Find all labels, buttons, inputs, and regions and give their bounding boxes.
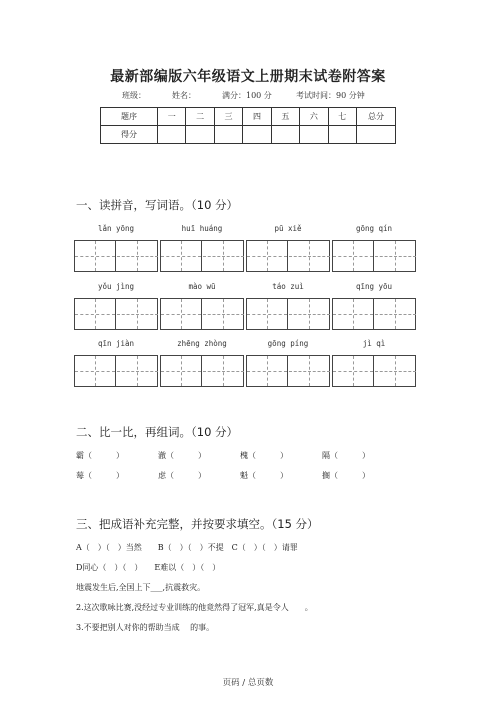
page-title: 最新部编版六年级语文上册期末试卷附答案	[110, 69, 386, 85]
compare-item: 槐（ ）	[240, 451, 288, 460]
writing-grid[interactable]	[160, 298, 244, 330]
writing-cell[interactable]	[117, 299, 158, 329]
score-cell[interactable]	[243, 126, 271, 144]
guide-line-vertical	[267, 299, 268, 329]
guide-line-vertical	[137, 299, 138, 329]
writing-cell[interactable]	[375, 299, 416, 329]
writing-grid[interactable]	[332, 355, 416, 387]
score-header-cell: 六	[300, 108, 328, 126]
writing-grid[interactable]	[74, 298, 158, 330]
pinyin-label: pū xiě	[274, 224, 302, 233]
question-line: 3.不要把别人对你的帮助当成 的事。	[76, 623, 215, 632]
guide-line-vertical	[223, 241, 224, 271]
score-cell[interactable]	[328, 126, 356, 144]
guide-line-vertical	[95, 299, 96, 329]
guide-line-vertical	[95, 241, 96, 271]
idiom-line: D同心（ ）（ ） E难以（ ）（ ）	[76, 563, 221, 572]
writing-cell[interactable]	[161, 356, 202, 386]
pinyin-label: gōng píng	[267, 339, 309, 348]
section-2-heading: 二、比一比，再组词。（10 分）	[76, 425, 239, 439]
writing-cell[interactable]	[375, 241, 416, 271]
pinyin-label: yǒu jìng	[97, 282, 135, 291]
guide-line-vertical	[353, 241, 354, 271]
writing-cell[interactable]	[117, 356, 158, 386]
writing-cell[interactable]	[289, 241, 330, 271]
score-header-cell: 题序	[101, 108, 158, 126]
writing-cell[interactable]	[375, 356, 416, 386]
pinyin-label: táo zuì	[272, 282, 304, 291]
guide-line-vertical	[137, 241, 138, 271]
score-cell[interactable]	[214, 126, 242, 144]
pinyin-label: jì qì	[362, 339, 386, 348]
pinyin-label: huī huáng	[181, 224, 223, 233]
pinyin-label: mào wū	[188, 282, 216, 291]
writing-grid[interactable]	[160, 240, 244, 272]
score-header-cell: 五	[271, 108, 299, 126]
name-label: 姓名：	[172, 91, 196, 100]
writing-grid[interactable]	[74, 240, 158, 272]
writing-cell[interactable]	[333, 356, 374, 386]
section-1-heading: 一、读拼音，写词语。（10 分）	[76, 198, 239, 212]
page-footer: 页码 / 总页数	[222, 678, 274, 688]
pinyin-label: qīng yōu	[355, 282, 393, 291]
score-header-cell: 七	[328, 108, 356, 126]
score-header-cell: 四	[243, 108, 271, 126]
writing-cell[interactable]	[203, 299, 244, 329]
guide-line-vertical	[395, 299, 396, 329]
class-label: 班级：	[122, 91, 146, 100]
guide-line-vertical	[137, 356, 138, 386]
writing-cell[interactable]	[247, 299, 288, 329]
writing-cell[interactable]	[161, 299, 202, 329]
writing-cell[interactable]	[75, 241, 116, 271]
writing-cell[interactable]	[75, 356, 116, 386]
exam-time-label: 考试时间：90 分钟	[296, 91, 365, 100]
guide-line-vertical	[181, 356, 182, 386]
guide-line-vertical	[223, 356, 224, 386]
score-header-cell: 总分	[357, 108, 396, 126]
guide-line-vertical	[181, 241, 182, 271]
idiom-line: A（ ）（ ）当然 B（ ）（ ）不提 C（ ）（ ）请罪	[76, 543, 298, 552]
score-cell[interactable]	[300, 126, 328, 144]
writing-grid[interactable]	[160, 355, 244, 387]
writing-grid[interactable]	[246, 355, 330, 387]
question-line: 地震发生后,全国上下___,抗震救灾。	[76, 583, 206, 592]
guide-line-vertical	[181, 299, 182, 329]
writing-cell[interactable]	[203, 241, 244, 271]
writing-cell[interactable]	[117, 241, 158, 271]
compare-item: 莓（ ）	[76, 471, 124, 480]
guide-line-vertical	[267, 241, 268, 271]
writing-cell[interactable]	[247, 356, 288, 386]
section-3-heading: 三、把成语补充完整，并按要求填空。（15 分）	[76, 517, 319, 531]
guide-line-vertical	[395, 356, 396, 386]
score-cell[interactable]	[158, 126, 186, 144]
compare-item: 霸（ ）	[76, 451, 124, 460]
score-table-score-row	[101, 126, 396, 144]
guide-line-vertical	[353, 299, 354, 329]
guide-line-vertical	[309, 299, 310, 329]
guide-line-vertical	[309, 356, 310, 386]
pinyin-label: lǎn yōng	[97, 224, 135, 233]
score-header-cell: 一	[158, 108, 186, 126]
pinyin-label: zhēng zhòng	[177, 339, 227, 348]
pinyin-label: gōng qín	[355, 224, 393, 233]
writing-cell[interactable]	[289, 356, 330, 386]
compare-item: 澈（ ）	[158, 451, 206, 460]
score-cell[interactable]	[357, 126, 396, 144]
score-table	[100, 107, 396, 144]
compare-item: 虑（ ）	[158, 471, 206, 480]
score-row-label: 得分	[101, 126, 158, 144]
writing-grid[interactable]	[74, 355, 158, 387]
question-line: 2.这次歌咏比赛,没经过专业训练的他竟然得了冠军,真是令人 。	[76, 603, 313, 612]
full-score-label: 满分：100 分	[222, 91, 272, 100]
compare-item: 隔（ ）	[322, 451, 370, 460]
guide-line-vertical	[353, 356, 354, 386]
guide-line-vertical	[395, 241, 396, 271]
guide-line-vertical	[309, 241, 310, 271]
score-cell[interactable]	[186, 126, 214, 144]
pinyin-label: qīn jiàn	[97, 339, 135, 348]
writing-cell[interactable]	[161, 241, 202, 271]
writing-grid[interactable]	[332, 240, 416, 272]
score-table-header-row	[101, 108, 396, 126]
score-header-cell: 二	[186, 108, 214, 126]
writing-cell[interactable]	[289, 299, 330, 329]
guide-line-vertical	[267, 356, 268, 386]
score-header-cell: 三	[214, 108, 242, 126]
compare-item: 魁（ ）	[240, 471, 288, 480]
writing-cell[interactable]	[75, 299, 116, 329]
compare-item: 搁（ ）	[322, 471, 370, 480]
writing-cell[interactable]	[203, 356, 244, 386]
writing-grid[interactable]	[246, 240, 330, 272]
writing-grid[interactable]	[332, 298, 416, 330]
writing-cell[interactable]	[333, 241, 374, 271]
guide-line-vertical	[95, 356, 96, 386]
guide-line-vertical	[223, 299, 224, 329]
writing-cell[interactable]	[247, 241, 288, 271]
writing-cell[interactable]	[333, 299, 374, 329]
writing-grid[interactable]	[246, 298, 330, 330]
score-cell[interactable]	[271, 126, 299, 144]
